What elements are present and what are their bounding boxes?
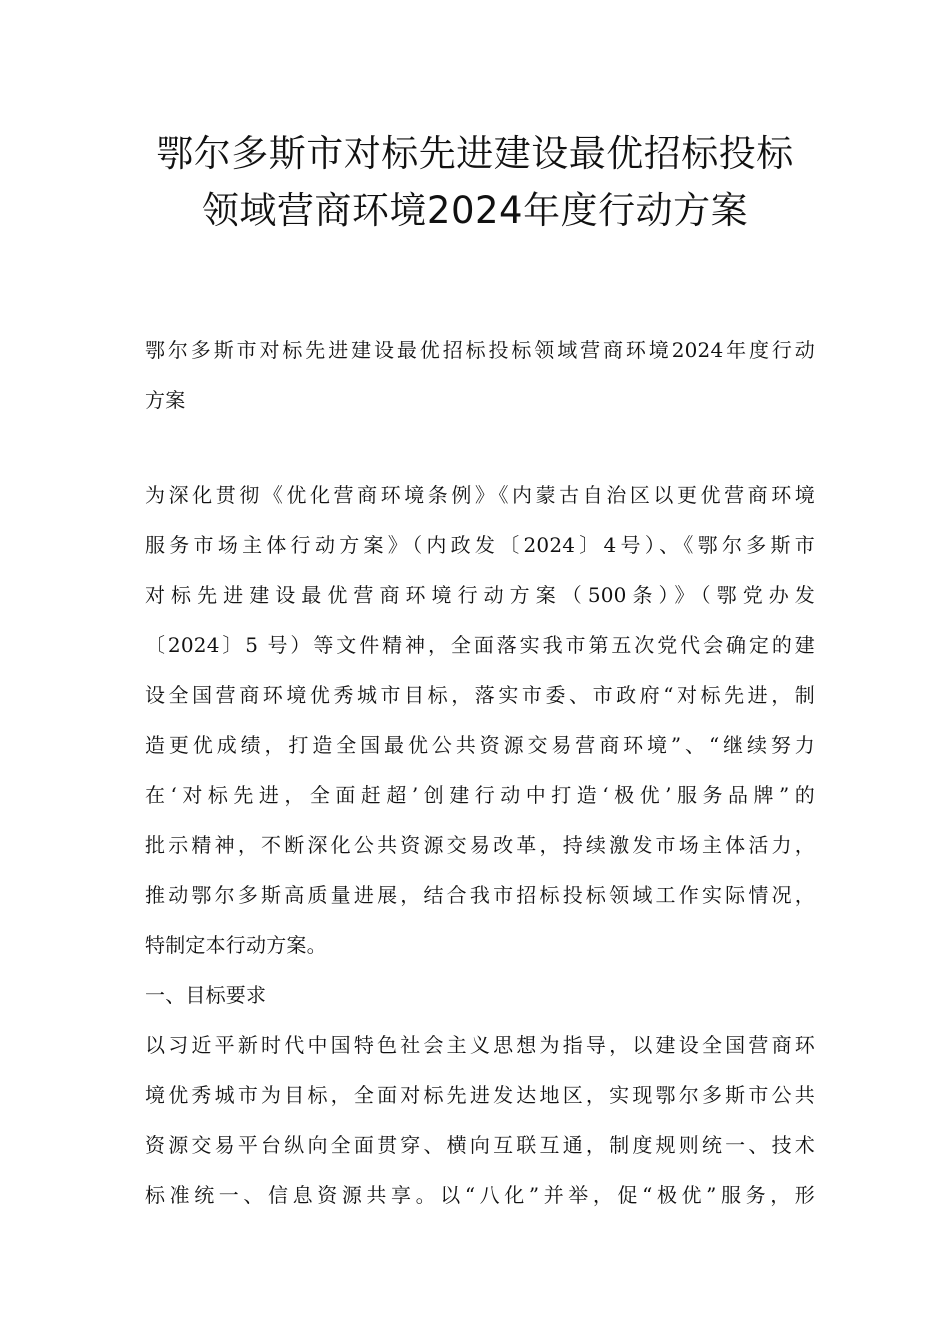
paragraph-line: 在‘对标先进，全面赶超’创建行动中打造‘极优’服务品牌”的 <box>145 783 815 807</box>
section-heading <box>145 970 815 1020</box>
paragraph-intro <box>145 470 815 970</box>
title-line: 鄂尔多斯市对标先进建设最优招标投标 <box>156 132 794 175</box>
paragraph-line: 境优秀城市为目标，全面对标先进发达地区，实现鄂尔多斯市公共 <box>145 1083 815 1107</box>
paragraph-line: 服务市场主体行动方案》（内政发〔2024〕4号）、《鄂尔多斯市 <box>145 533 815 557</box>
paragraph-line: 特制定本行动方案。 <box>145 933 327 957</box>
paragraph-line: 推动鄂尔多斯高质量进展，结合我市招标投标领域工作实际情况， <box>145 883 815 907</box>
paragraph-line: 造更优成绩，打造全国最优公共资源交易营商环境”、“继续努力 <box>145 733 815 757</box>
paragraph-line: 为深化贯彻《优化营商环境条例》《内蒙古自治区以更优营商环境 <box>145 483 815 507</box>
section-heading-text: 一、目标要求 <box>145 983 267 1007</box>
paragraph-line: 设全国营商环境优秀城市目标，落实市委、市政府“对标先进，制 <box>145 683 815 707</box>
subtitle-line: 鄂尔多斯市对标先进建设最优招标投标领域营商环境2024年度行动 <box>145 338 815 362</box>
subtitle-line: 方案 <box>145 388 186 412</box>
paragraph-line: 对标先进建设最优营商环境行动方案（500条）》（鄂党办发 <box>145 583 815 607</box>
paragraph-line: 以习近平新时代中国特色社会主义思想为指导，以建设全国营商环 <box>145 1033 815 1057</box>
paragraph-line: 批示精神，不断深化公共资源交易改革，持续激发市场主体活力， <box>145 833 815 857</box>
paragraph-line: 标准统一、信息资源共享。以“八化”并举，促“极优”服务，形 <box>145 1183 815 1207</box>
paragraph-line: 资源交易平台纵向全面贯穿、横向互联互通，制度规则统一、技术 <box>145 1133 815 1157</box>
document-title <box>100 125 850 239</box>
document-subtitle <box>145 325 815 425</box>
title-line: 领域营商环境2024年度行动方案 <box>201 189 749 232</box>
paragraph-goals <box>145 1020 815 1220</box>
paragraph-line: 〔2024〕5 号）等文件精神，全面落实我市第五次党代会确定的建 <box>145 633 815 657</box>
